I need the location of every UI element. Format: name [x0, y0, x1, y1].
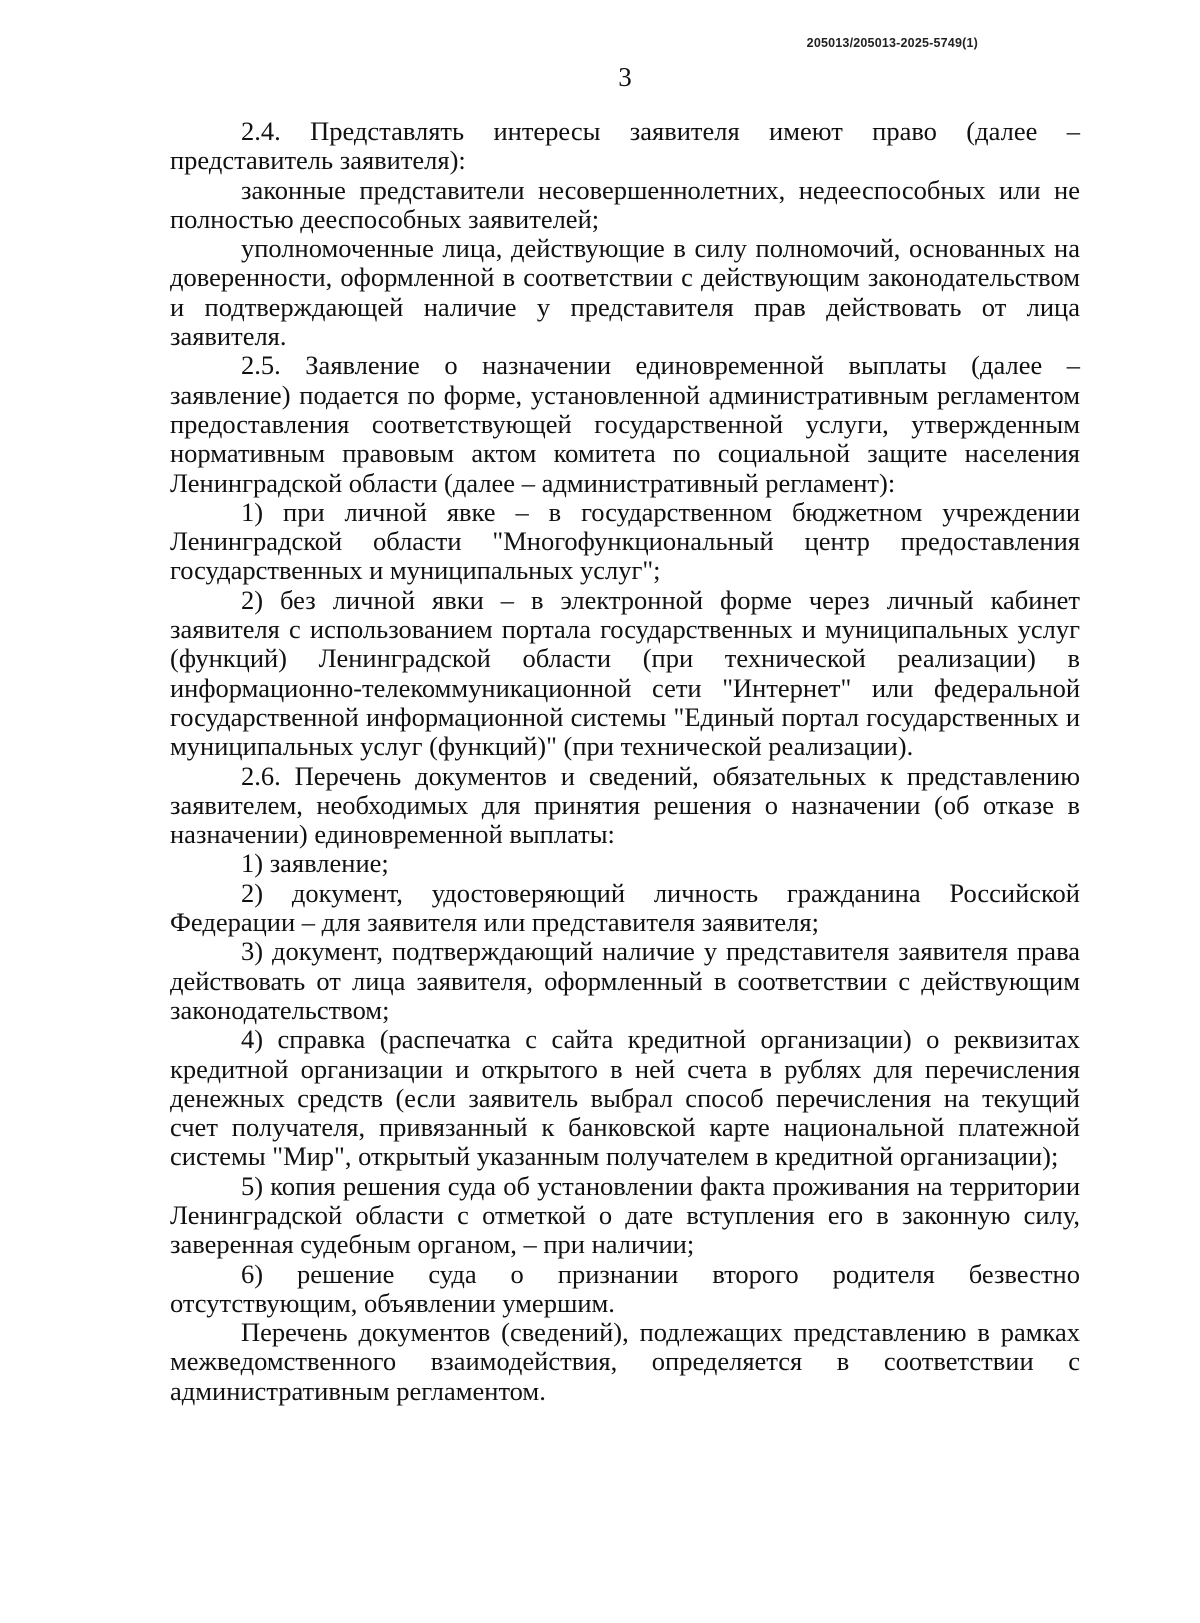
page-number: 3 — [618, 62, 632, 92]
paragraph-2-5-item-2: 2) без личной явки – в электронной форме через личный кабинет заявителя с использованием портала государственных и муниципальных услуг (функций) Ленинградской области (при технической реализации) в информационно-телекоммуникационной сети "Интернет" или федеральной государственной информационной системы "Единый портал государственных и муниципальных услуг (функций)" (при технической реализации). — [170, 584, 1080, 762]
paragraph-2-5-item-1: 1) при личной явке – в государственном бюджетном учреждении Ленинградской области "Многофункциональный центр предоставления государственных и муниципальных услуг"; — [170, 496, 1080, 586]
paragraph-2-4-legal-representatives: законные представители несовершеннолетних, недееспособных или не полностью дееспособных заявителей; — [170, 174, 1080, 234]
paragraph-2-6-item-4: 4) справка (распечатка с сайта кредитной организации) о реквизитах кредитной организации и открытого в ней счета в рублях для перечисления денежных средств (если заявитель выбрал способ перечисления на текущий счет получателя, привязанный к банковской карте национальной платежной системы "Мир", открытый указанным получателем в кредитной организации); — [170, 1024, 1080, 1172]
paragraph-2-6-item-5: 5) копия решения суда об установлении факта проживания на территории Ленинградской области с отметкой о дате вступления его в законную силу, заверенная судебным органом, – при наличии; — [170, 1170, 1080, 1260]
paragraph-2-4: 2.4. Представлять интересы заявителя имеют право (далее – представитель заявителя): — [170, 116, 1080, 176]
paragraph-2-6-item-2: 2) документ, удостоверяющий личность гражданина Российской Федерации – для заявителя или представителя заявителя; — [170, 877, 1080, 938]
paragraph-2-6-interagency: Перечень документов (сведений), подлежащих представлению в рамках межведомственного взаимодействия, определяется в соответствии с административным регламентом. — [170, 1317, 1080, 1406]
document-body — [170, 117, 1080, 1406]
paragraph-2-6-item-6: 6) решение суда о признании второго родителя безвестно отсутствующим, объявлении умершим. — [170, 1258, 1080, 1318]
paragraph-2-5: 2.5. Заявление о назначении единовременной выплаты (далее – заявление) подается по форме, установленной административным регламентом предоставления соответствующей государственной услуги, утвержденным нормативным правовым актом комитета по социальной защите населения Ленинградской области (далее – административный регламент): — [170, 350, 1080, 498]
document-id: 205013/205013-2025-5749(1) — [806, 36, 978, 50]
paragraph-2-6-item-1: 1) заявление; — [241, 848, 389, 879]
paragraph-2-6-item-3: 3) документ, подтверждающий наличие у представителя заявителя права действовать от лица заявителя, оформленный в соответствии с действующим законодательством; — [170, 936, 1080, 1025]
paragraph-2-6: 2.6. Перечень документов и сведений, обязательных к представлению заявителем, необходимых для принятия решения о назначении (об отказе в назначении) единовременной выплаты: — [170, 760, 1080, 850]
paragraph-2-4-authorized-persons: уполномоченные лица, действующие в силу полномочий, основанных на доверенности, оформленной в соответствии с действующим законодательством и подтверждающей наличие у представителя прав действовать от лица заявителя. — [170, 233, 1080, 352]
